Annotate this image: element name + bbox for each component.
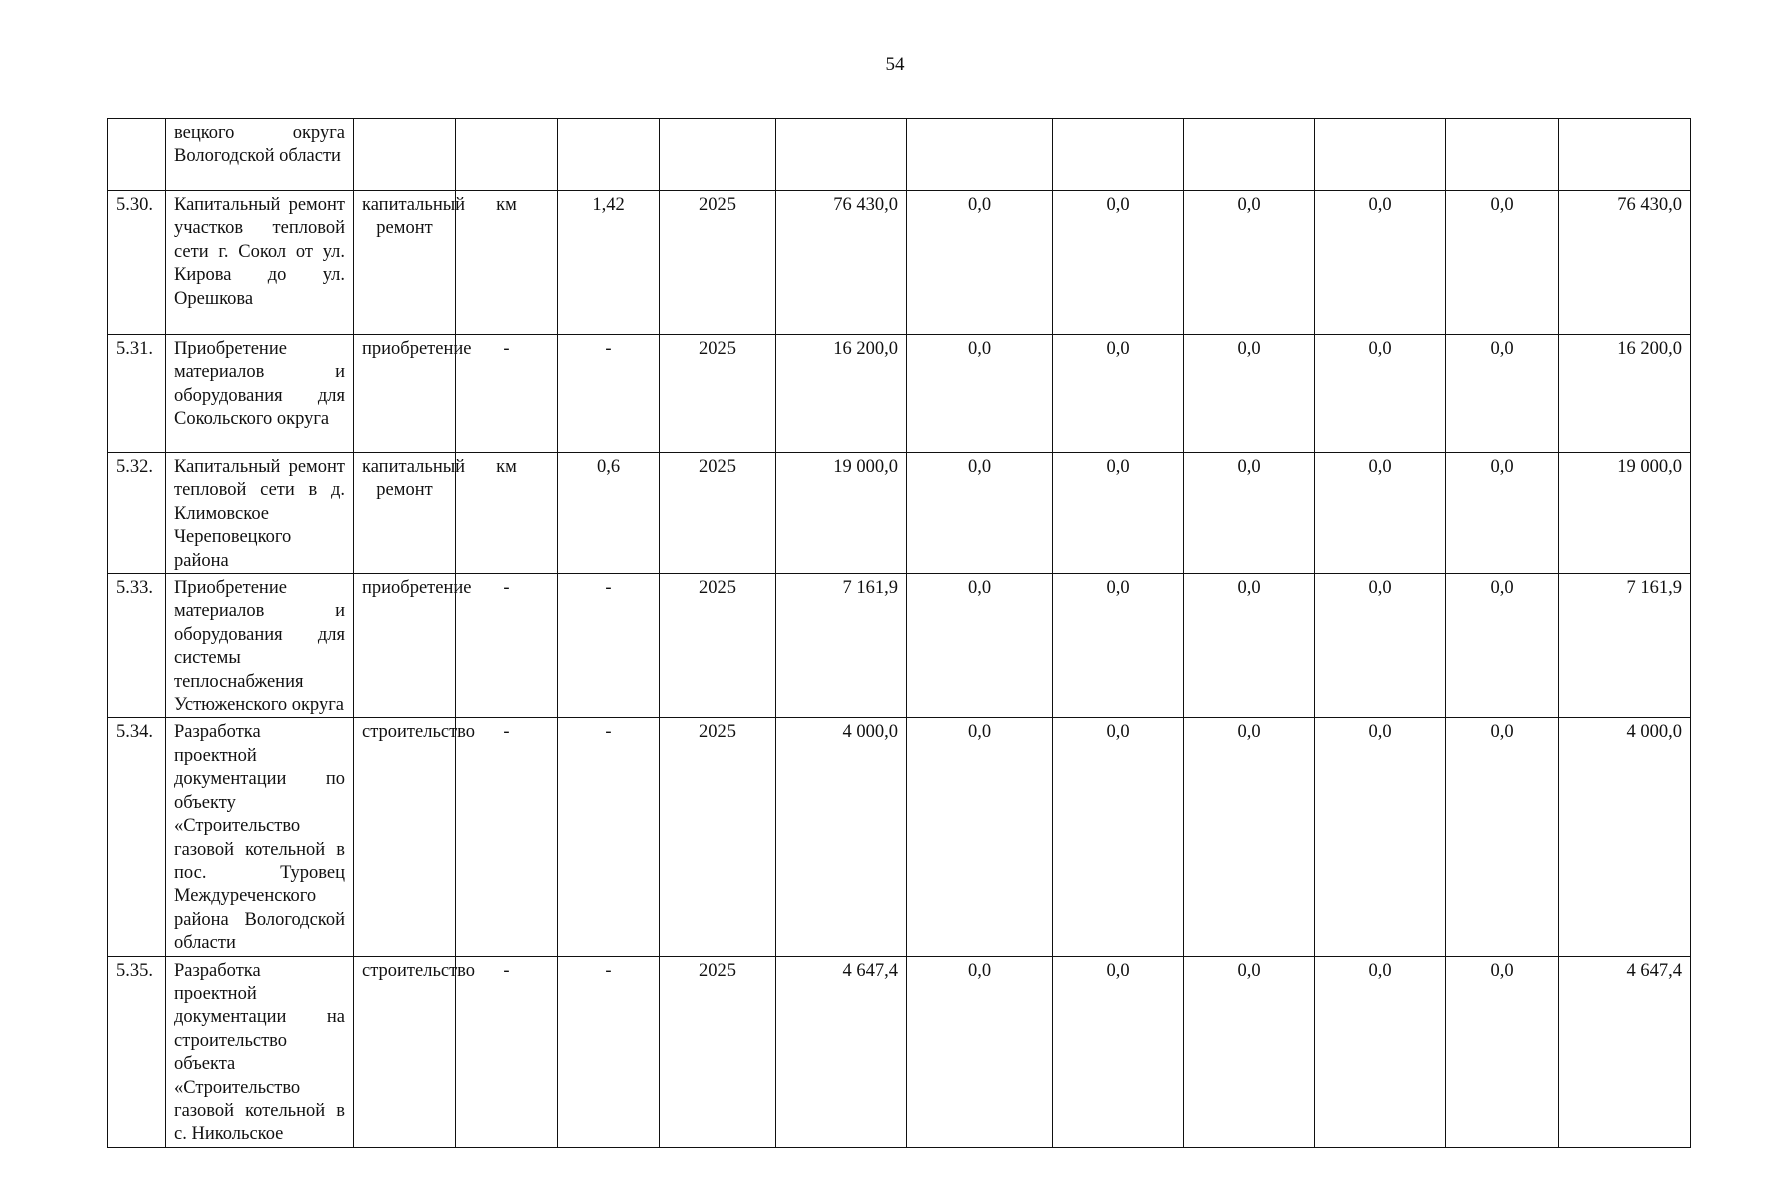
table-row: [108, 574, 1691, 718]
cell-qty: -: [558, 574, 660, 718]
cell-type: приобретение: [354, 335, 456, 453]
cell-value-2: 0,0: [1053, 191, 1184, 335]
cell-value-5: 0,0: [1446, 335, 1559, 453]
cell-num: 5.33.: [108, 574, 166, 718]
cell-value-3: 0,0: [1184, 956, 1315, 1147]
cell-unit: км: [456, 453, 558, 574]
cell-amount: 4 000,0: [776, 718, 907, 956]
table-row: [108, 453, 1691, 574]
cell-total: 4 647,4: [1559, 956, 1691, 1147]
cell-value-2: 0,0: [1053, 335, 1184, 453]
cell-value-2: 0,0: [1053, 718, 1184, 956]
cell-num: 5.34.: [108, 718, 166, 956]
cell-value-4: 0,0: [1315, 453, 1446, 574]
cell-value-4: 0,0: [1315, 191, 1446, 335]
page-number: 54: [885, 54, 905, 75]
cell-unit: -: [456, 574, 558, 718]
cell-value-1: 0,0: [907, 718, 1053, 956]
table-row: [108, 956, 1691, 1147]
cell-year: 2025: [660, 453, 776, 574]
cell-num: 5.31.: [108, 335, 166, 453]
cell-name: вецкого округа Вологодской области: [166, 119, 354, 191]
table-row: [108, 718, 1691, 956]
cell-amount: 19 000,0: [776, 453, 907, 574]
cell-value-5: 0,0: [1446, 574, 1559, 718]
cell-total: 76 430,0: [1559, 191, 1691, 335]
cell-unit: -: [456, 956, 558, 1147]
cell-value-5: 0,0: [1446, 191, 1559, 335]
cell-unit: км: [456, 191, 558, 335]
cell-qty: -: [558, 956, 660, 1147]
cell-type: строительство: [354, 956, 456, 1147]
cell-amount: 16 200,0: [776, 335, 907, 453]
cell-value-1: 0,0: [907, 335, 1053, 453]
cell-year: 2025: [660, 718, 776, 956]
table-row-continuation: [108, 119, 1691, 191]
cell-year: 2025: [660, 574, 776, 718]
cell-value-3: 0,0: [1184, 718, 1315, 956]
cell-value-3: 0,0: [1184, 574, 1315, 718]
cell-num: 5.32.: [108, 453, 166, 574]
cell-value-1: 0,0: [907, 453, 1053, 574]
cell-total: 7 161,9: [1559, 574, 1691, 718]
cell-year: 2025: [660, 956, 776, 1147]
cell-year: 2025: [660, 191, 776, 335]
cell-value-4: 0,0: [1315, 335, 1446, 453]
cell-value-2: 0,0: [1053, 574, 1184, 718]
cell-type: капитальный ремонт: [354, 191, 456, 335]
cell-value-1: 0,0: [907, 574, 1053, 718]
cell-value-3: 0,0: [1184, 453, 1315, 574]
cell-num: 5.30.: [108, 191, 166, 335]
cell-amount: 76 430,0: [776, 191, 907, 335]
cell-qty: 1,42: [558, 191, 660, 335]
cell-value-1: 0,0: [907, 956, 1053, 1147]
cell-value-3: 0,0: [1184, 191, 1315, 335]
cell-name: Разработка проектной документации по объекту «Строительство газовой котельной в пос. Туровец Междуреченского района Вологодской области: [166, 718, 354, 956]
cell-total: 16 200,0: [1559, 335, 1691, 453]
cell-value-2: 0,0: [1053, 956, 1184, 1147]
table-row: [108, 191, 1691, 335]
cell-type: строительство: [354, 718, 456, 956]
cell-amount: 7 161,9: [776, 574, 907, 718]
cell-value-5: 0,0: [1446, 453, 1559, 574]
cell-num: [108, 119, 166, 191]
cell-qty: 0,6: [558, 453, 660, 574]
cell-value-4: 0,0: [1315, 956, 1446, 1147]
cell-value-2: 0,0: [1053, 453, 1184, 574]
cell-name: Разработка проектной документации на строительство объекта «Строительство газовой котельной в с. Никольское: [166, 956, 354, 1147]
cell-value-1: 0,0: [907, 191, 1053, 335]
cell-value-5: 0,0: [1446, 718, 1559, 956]
cell-total: 19 000,0: [1559, 453, 1691, 574]
cell-value-3: 0,0: [1184, 335, 1315, 453]
cell-value-5: 0,0: [1446, 956, 1559, 1147]
cell-name: Капитальный ремонт тепловой сети в д. Климовское Череповецкого района: [166, 453, 354, 574]
cell-type: капитальный ремонт: [354, 453, 456, 574]
cell-num: 5.35.: [108, 956, 166, 1147]
table-body: [108, 119, 1691, 1148]
cell-qty: -: [558, 718, 660, 956]
cell-value-4: 0,0: [1315, 574, 1446, 718]
cell-type: приобретение: [354, 574, 456, 718]
program-table: [107, 118, 1691, 1148]
cell-name: Капитальный ремонт участков тепловой сети г. Сокол от ул. Кирова до ул. Орешкова: [166, 191, 354, 335]
cell-amount: 4 647,4: [776, 956, 907, 1147]
cell-qty: -: [558, 335, 660, 453]
cell-total: 4 000,0: [1559, 718, 1691, 956]
cell-value-4: 0,0: [1315, 718, 1446, 956]
cell-name: Приобретение материалов и оборудования для системы теплоснабжения Устюженского округа: [166, 574, 354, 718]
cell-year: 2025: [660, 335, 776, 453]
cell-unit: -: [456, 335, 558, 453]
table-row: [108, 335, 1691, 453]
cell-name: Приобретение материалов и оборудования для Сокольского округа: [166, 335, 354, 453]
cell-unit: -: [456, 718, 558, 956]
